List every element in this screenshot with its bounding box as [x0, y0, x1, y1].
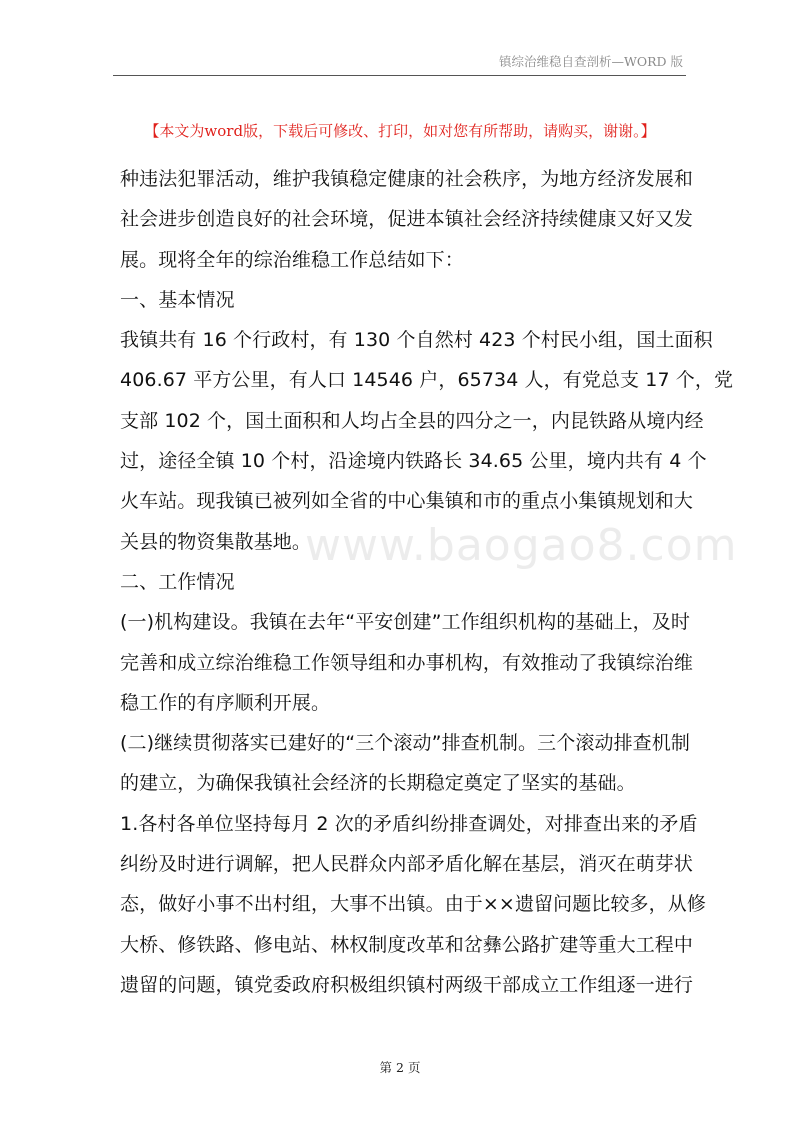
body-line: 1.各村各单位坚持每月 2 次的矛盾纠纷排查调处，对排查出来的矛盾	[120, 812, 698, 835]
page-number: 第 2 页	[379, 1060, 421, 1075]
document-body	[120, 159, 734, 1005]
body-line: (二)继续贯彻落实已建好的“三个滚动”排查机制。三个滚动排查机制	[120, 732, 690, 755]
body-line: 火车站。现我镇已被列如全省的中心集镇和市的重点小集镇规划和大	[120, 490, 694, 513]
document-header-title: 镇综治维稳自查剖析—WORD 版	[498, 54, 683, 69]
header-divider	[113, 75, 686, 76]
body-line: 的建立，为确保我镇社会经济的长期稳定奠定了坚实的基础。	[120, 772, 636, 795]
site-watermark: www.baogao8.com	[305, 520, 738, 571]
body-line: 种违法犯罪活动，维护我镇稳定健康的社会秩序，为地方经济发展和	[120, 168, 694, 190]
body-line: 态，做好小事不出村组，大事不出镇。由于××遗留问题比较多，从修	[120, 893, 706, 916]
body-line: 关县的物资集散基地。	[120, 530, 312, 553]
body-line: 406.67 平方公里，有人口 14546 户，65734 人，有党总支 17 个，党	[120, 369, 734, 392]
body-line: 我镇共有 16 个行政村，有 130 个自然村 423 个村民小组，国土面积	[120, 329, 713, 352]
section-heading-work-situation: 二、工作情况	[120, 570, 235, 593]
purchase-notice: 【本文为word版，下载后可修改、打印，如对您有所帮助，请购买，谢谢。】	[144, 122, 656, 140]
body-line: 大桥、修铁路、修电站、林权制度改革和岔彝公路扩建等重大工程中	[120, 933, 694, 956]
body-line: 过，途径全镇 10 个村，沿途境内铁路长 34.65 公里，境内共有 4 个	[120, 450, 707, 473]
body-line: 纠纷及时进行调解，把人民群众内部矛盾化解在基层，消灭在萌芽状	[120, 853, 694, 876]
body-line: 稳工作的有序顺利开展。	[120, 691, 331, 714]
body-line: 遗留的问题，镇党委政府积极组织镇村两级干部成立工作组逐一进行	[120, 973, 694, 996]
body-line: 展。现将全年的综治维稳工作总结如下：	[120, 248, 464, 271]
section-heading-basic-situation: 一、基本情况	[120, 288, 235, 311]
body-line: 完善和成立综治维稳工作领导组和办事机构，有效推动了我镇综治维	[120, 651, 694, 674]
body-line: 社会进步创造良好的社会环境，促进本镇社会经济持续健康又好又发	[120, 208, 694, 231]
body-line: (一)机构建设。我镇在去年“平安创建”工作组织机构的基础上，及时	[120, 611, 690, 634]
body-line: 支部 102 个，国土面积和人均占全县的四分之一，内昆铁路从境内经	[120, 409, 704, 432]
